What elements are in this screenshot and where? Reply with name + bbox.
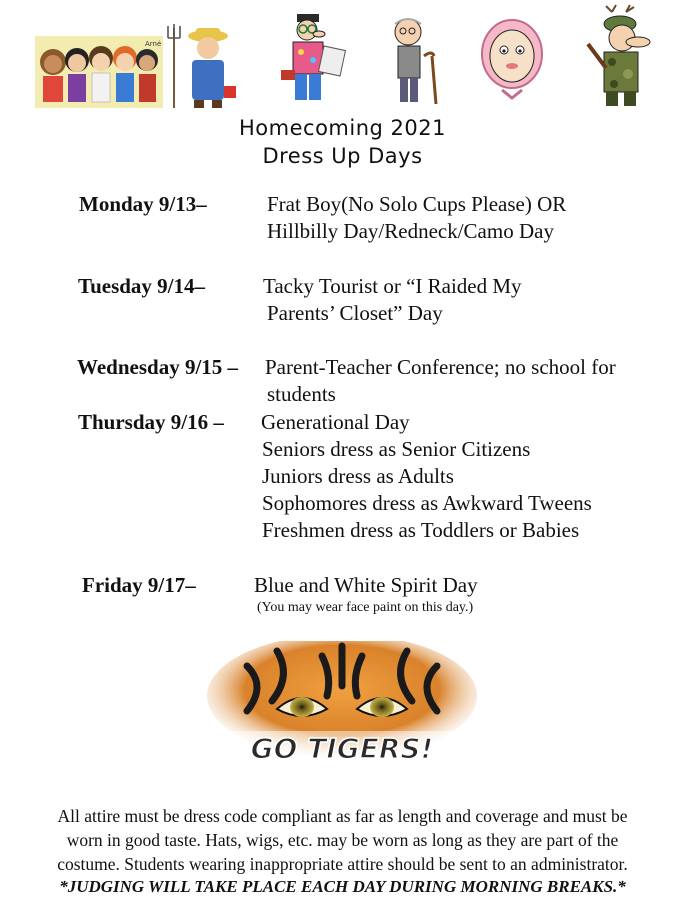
- judging-notice: *JUDGING WILL TAKE PLACE EACH DAY DURING MORNING BREAKS.*: [59, 877, 626, 896]
- footer-line: All attire must be dress code compliant as far as length and coverage and must be: [57, 806, 628, 826]
- day-line: Seniors dress as Senior Citizens: [262, 437, 531, 461]
- day-line: Sophomores dress as Awkward Tweens: [262, 491, 592, 515]
- friday-note: (You may wear face paint on this day.): [257, 600, 474, 615]
- day-label-thursday: Thursday 9/16 –: [78, 410, 224, 434]
- day-line: students: [267, 382, 336, 406]
- day-line: Generational Day: [261, 410, 410, 434]
- kids-group-illustration: [35, 36, 163, 108]
- title-line-1: Homecoming 2021: [239, 116, 446, 140]
- farmer-illustration: [166, 22, 240, 110]
- footer-line: costume. Students wearing inappropriate attire should be sent to an administrator.: [57, 854, 628, 874]
- kids-signature: Arnė: [145, 40, 162, 48]
- day-line: Frat Boy(No Solo Cups Please) OR: [267, 192, 567, 216]
- day-line: Hillbilly Day/Redneck/Camo Day: [267, 219, 554, 243]
- day-line: Blue and White Spirit Day: [254, 573, 478, 597]
- baby-illustration: [478, 14, 548, 108]
- tourist-illustration: [275, 8, 351, 108]
- day-line: Parents’ Closet” Day: [267, 301, 443, 325]
- camo-hunter-illustration: [582, 4, 674, 108]
- old-man-illustration: [374, 12, 446, 108]
- day-line: Juniors dress as Adults: [262, 464, 454, 488]
- day-line: Freshmen dress as Toddlers or Babies: [262, 518, 580, 542]
- tiger-eyes-image: [207, 641, 477, 771]
- clipart-banner: [0, 0, 685, 112]
- day-line: Parent-Teacher Conference; no school for: [265, 355, 616, 379]
- day-label-friday: Friday 9/17–: [82, 573, 196, 597]
- day-label-tuesday: Tuesday 9/14–: [78, 274, 206, 298]
- day-line: Tacky Tourist or “I Raided My: [263, 274, 522, 298]
- day-label-wednesday: Wednesday 9/15 –: [77, 355, 239, 379]
- footer-line: worn in good taste. Hats, wigs, etc. may be worn as long as they are part of the: [66, 830, 619, 850]
- title-line-2: Dress Up Days: [262, 144, 423, 168]
- footer-rules: [8, 804, 677, 876]
- day-label-monday: Monday 9/13–: [79, 192, 207, 216]
- go-tigers-text: GO TIGERS!: [250, 732, 434, 765]
